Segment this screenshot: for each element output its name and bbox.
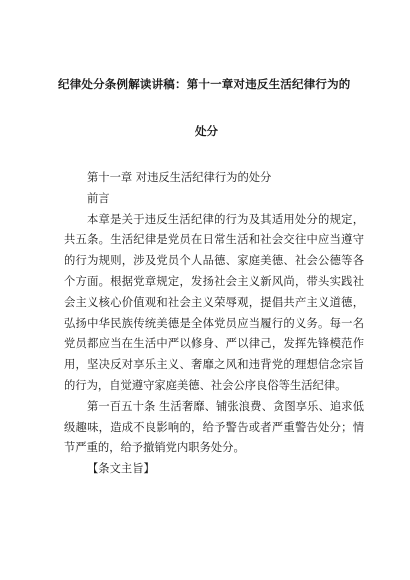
article-gist-label: 【条文主旨】 <box>87 462 155 476</box>
document-title-continued: 处分 <box>195 124 218 138</box>
chapter-heading: 第十一章 对违反生活纪律行为的处分 <box>87 171 272 184</box>
preface-label: 前言 <box>87 191 110 205</box>
paragraph-article-150: 第一百五十条 生活奢靡、铺张浪费、贪图享乐、追求低级趣味，造成不良影响的，给予警告或者严重警告处分；情节严重的，给予撤销党内职务处分。 <box>64 399 364 455</box>
document-title: 纪律处分条例解读讲稿：第十一章对违反生活纪律行为的 <box>58 77 351 91</box>
document-body <box>64 168 364 480</box>
paragraph-intro: 本章是关于违反生活纪律的行为及其适用处分的规定，共五条。生活纪律是党员在日常生活和社会交往中应当遵守的行为规则，涉及党员个人品德、家庭美德、社会公德等各个方面。根据党章规定，发扬社会主义新风尚，带头实践社会主义核心价值观和社会主义荣辱观，提倡共产主义道德，弘扬中华民族传统美德是全体党员应当履行的义务。每一名党员都应当在生活中严以修身、严以律己，发挥先锋模范作用，坚决反对享乐主义、奢靡之风和违背党的理想信念宗旨的行为，自觉遵守家庭美德、社会公序良俗等生活纪律。 <box>64 212 364 392</box>
